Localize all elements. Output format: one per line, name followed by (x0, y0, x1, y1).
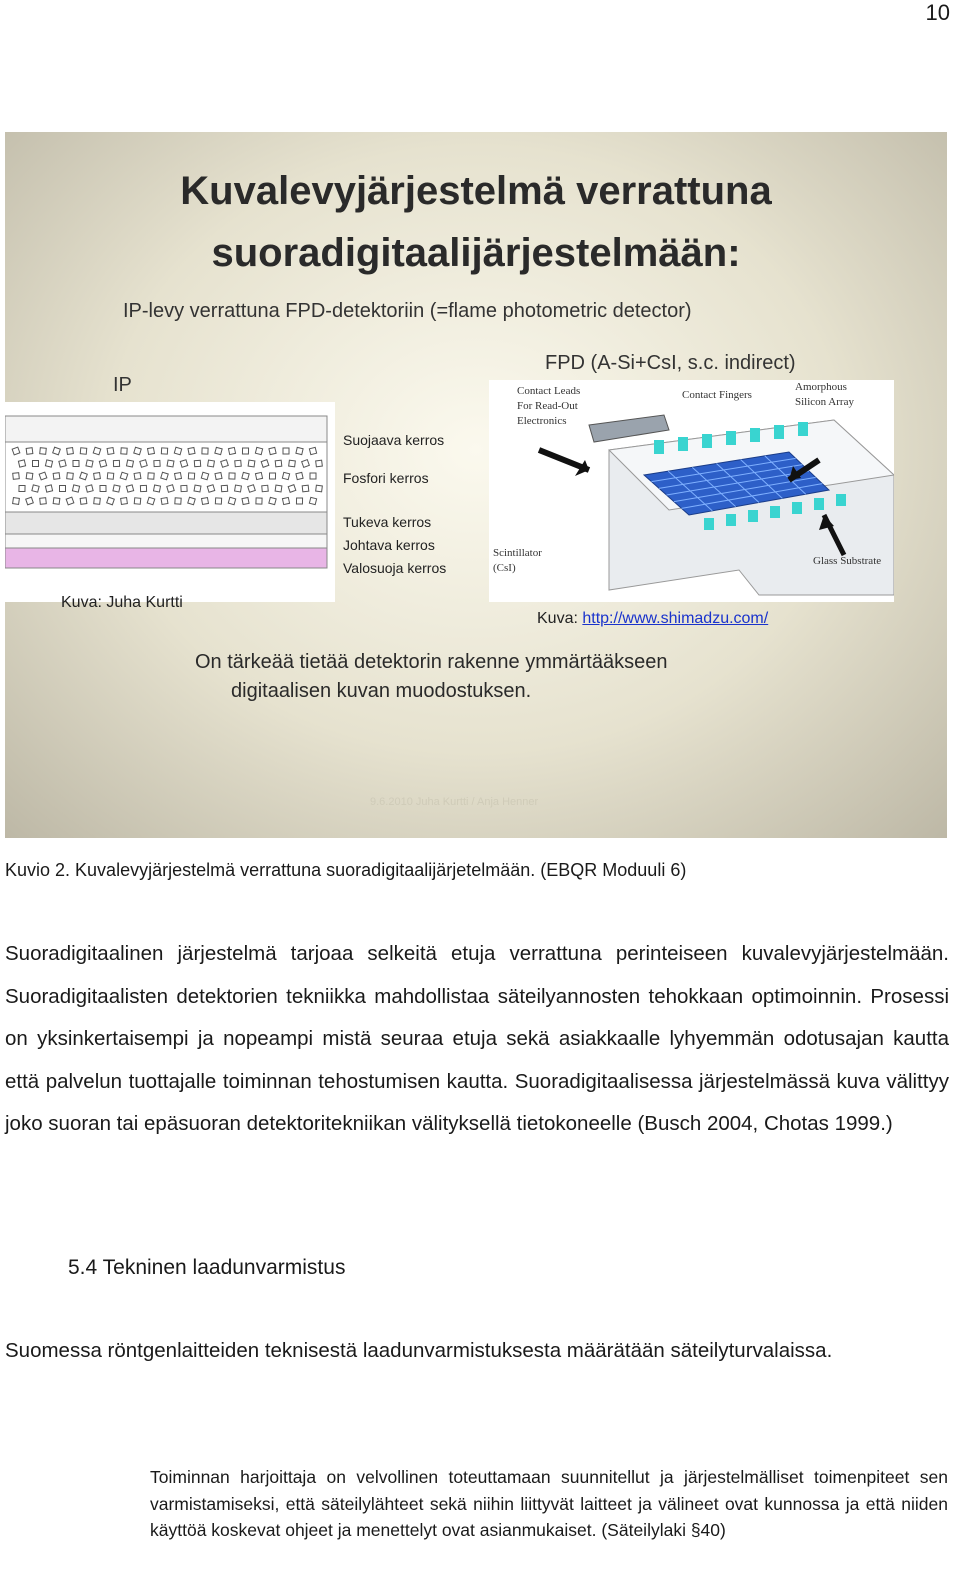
ip-image-credit: Kuva: Juha Kurtti (61, 594, 183, 611)
slide-title-line2: suoradigitaalijärjestelmään: (211, 231, 741, 275)
slide-subtitle: IP-levy verrattuna FPD-detektoriin (=flame photometric detector) (123, 300, 692, 322)
shimadzu-link[interactable]: http://www.shimadzu.com/ (582, 610, 769, 627)
label-scintillator: Scintillator (CsI) (493, 547, 542, 574)
layer-label-phosphor: Fosfori kerros (343, 470, 429, 486)
page-number: 10 (925, 0, 950, 25)
figure-caption: Kuvio 2. Kuvalevyjärjestelmä verrattuna suoradigitaalijärjetelmään. (EBQR Moduuli 6) (5, 860, 687, 880)
slide-note (195, 648, 667, 706)
section-heading: 5.4 Tekninen laadunvarmistus (68, 1256, 346, 1279)
paragraph-1: Suoradigitaalinen järjestelmä tarjoaa selkeitä etuja verrattuna perinteiseen kuvalevyjärjestelmään. Suoradigitaalisten detektorien tekniikka mahdollistaa säteilyannosten tehokkaan optimoinnin. Prosessi on yksinkertaisempi ja nopeampi mistä seuraa etuja sekä asiakkaalle lyhyemmän odotusajan kautta että palvelun tuottajalle toiminnan tehostumisen kautta. Suoradigitaalisessa järjestelmässä kuva välittyy joko suoran tai epäsuoran detektoritekniikan välityksellä tietokoneelle (Busch 2004, Chotas 1999.) (5, 942, 949, 1135)
ip-plate-diagram (5, 402, 335, 602)
slide-watermark: 9.6.2010 Juha Kurtti / Anja Henner (370, 796, 539, 808)
layer-label-conductive: Johtava kerros (343, 537, 435, 553)
label-amorphous-silicon: Amorphous Silicon Array (795, 381, 854, 408)
fpd-label: FPD (A-Si+CsI, s.c. indirect) (545, 352, 796, 374)
label-contact-fingers: Contact Fingers (682, 389, 752, 401)
law-quote: Toiminnan harjoittaja on velvollinen toteuttamaan suunnitellut ja järjestelmälliset toimenpiteet sen varmistamiseksi, että säteilylähteet sekä niihin liittyvät laitteet ja välineet ovat kunnossa ja että niiden käyttöä koskevat ohjeet ja menettelyt ovat asianmukaiset. (Säteilylaki §40) (150, 1467, 948, 1540)
layer-label-lightshield: Valosuoja kerros (343, 560, 447, 576)
ip-label: IP (113, 374, 132, 396)
slide-note-line1: On tärkeää tietää detektorin rakenne ymmärtääkseen (195, 651, 668, 673)
paragraph-2: Suomessa röntgenlaitteiden teknisestä laadunvarmistuksesta määrätään säteilyturvalaissa. (5, 1339, 833, 1362)
layer-label-support: Tukeva kerros (343, 514, 432, 530)
fpd-image-credit (537, 610, 768, 628)
label-contact-leads: Contact Leads For Read-Out Electronics (517, 385, 581, 427)
figure-slide (5, 132, 947, 838)
fpd-credit-prefix: Kuva: (537, 610, 583, 627)
layer-label-protective: Suojaava kerros (343, 432, 445, 448)
label-glass-substrate: Glass Substrate (813, 555, 882, 567)
slide-title-line1: Kuvalevyjärjestelmä verrattuna (180, 169, 772, 213)
slide-note-line2: digitaalisen kuvan muodostuksen. (231, 680, 532, 702)
fpd-detector-diagram (489, 380, 894, 602)
